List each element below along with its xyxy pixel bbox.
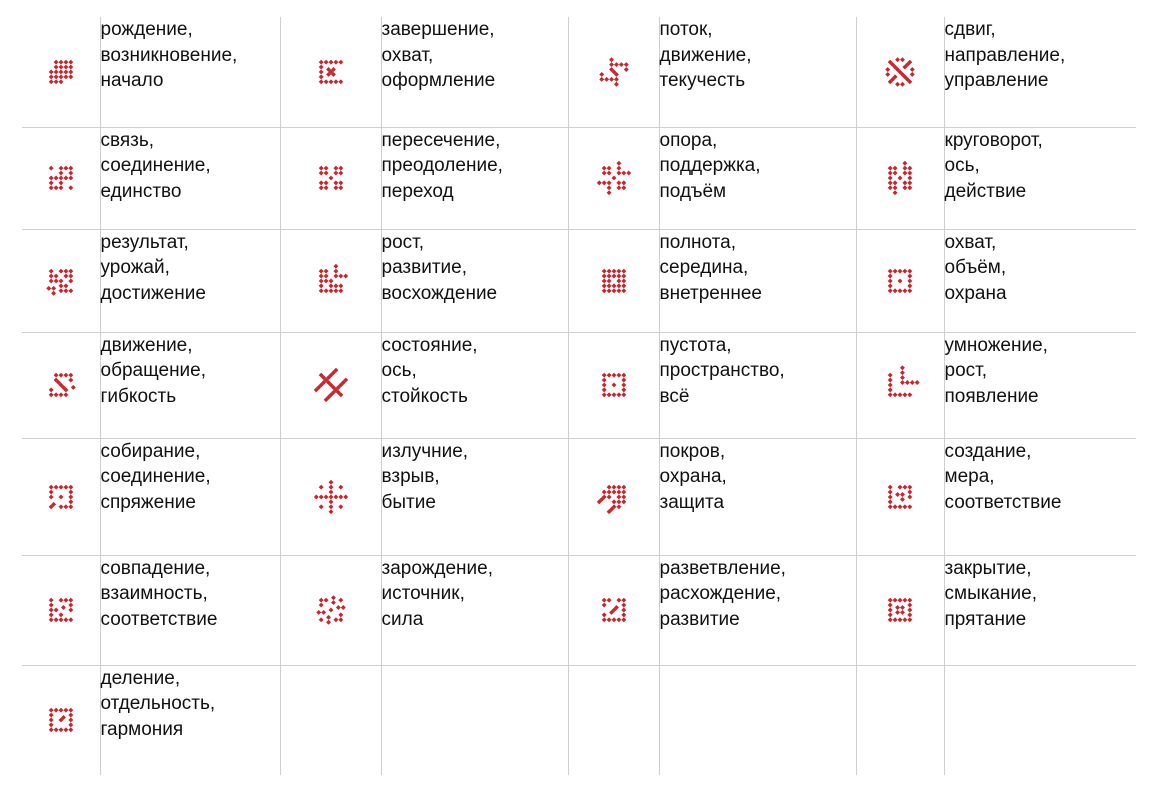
- symbol-cell: [22, 665, 100, 775]
- meaning-line: движение,: [659, 44, 752, 66]
- meaning-cell: [659, 438, 856, 555]
- meaning-cell: [381, 127, 568, 229]
- meaning-cell: [100, 17, 280, 127]
- meaning-line: направление,: [944, 44, 1066, 66]
- meaning-line: связь,: [100, 129, 155, 151]
- ornament-origin-icon: [309, 588, 353, 632]
- meaning-line: охват,: [381, 44, 434, 66]
- ornament-motion-icon: [39, 363, 83, 407]
- meaning-line: источник,: [381, 583, 465, 604]
- meaning-line: ось,: [381, 360, 417, 381]
- meaning-line: внетреннее: [659, 282, 762, 304]
- meaning-line: развитие,: [381, 257, 467, 278]
- meaning-line: мера,: [944, 466, 995, 487]
- meaning-line: расхождение,: [659, 583, 782, 604]
- meaning-line: взрыв,: [381, 466, 440, 487]
- meaning-line: закрытие,: [944, 557, 1032, 579]
- meaning-line: текучесть: [659, 70, 746, 91]
- ornament-radiation-icon: [309, 475, 353, 519]
- meaning-cell: [944, 229, 1136, 332]
- meaning-line: появление: [944, 385, 1039, 407]
- meaning-line: действие: [944, 180, 1027, 202]
- meaning-line: обращение,: [100, 360, 207, 381]
- meaning-cell: [659, 665, 856, 775]
- meaning-cell: [944, 332, 1136, 438]
- table-row: [22, 332, 1136, 438]
- meaning-line: умножение,: [944, 334, 1048, 356]
- meaning-line: пространство,: [659, 360, 785, 381]
- meaning-line: излучние,: [381, 440, 469, 462]
- symbol-cell: [568, 438, 659, 555]
- symbol-cell: [280, 332, 381, 438]
- meaning-line: рождение,: [100, 19, 193, 40]
- meaning-line: движение,: [100, 334, 193, 356]
- meaning-line: совпадение,: [100, 557, 211, 579]
- meaning-line: взаимность,: [100, 583, 208, 604]
- meaning-line: защита: [659, 491, 725, 513]
- symbol-cell: [22, 127, 100, 229]
- table-row: [22, 229, 1136, 332]
- meaning-line: охват,: [944, 231, 997, 253]
- ornament-void-icon: [592, 363, 636, 407]
- meaning-line: рост,: [381, 231, 425, 253]
- meaning-line: ось,: [944, 155, 980, 176]
- meaning-line: начало: [100, 70, 164, 91]
- meaning-line: пустота,: [659, 334, 732, 356]
- meaning-line: управление: [944, 70, 1049, 91]
- ornament-division-icon: [39, 698, 83, 742]
- symbol-cell: [280, 438, 381, 555]
- table-row: [22, 127, 1136, 229]
- ornament-result-icon: [39, 259, 83, 303]
- meaning-line: восхождение: [381, 282, 498, 304]
- meaning-line: соответствие: [100, 608, 218, 630]
- meaning-line: соответствие: [944, 491, 1062, 513]
- meaning-cell: [381, 665, 568, 775]
- symbol-cell: [568, 229, 659, 332]
- meaning-line: поток,: [659, 19, 713, 40]
- meaning-cell: [381, 332, 568, 438]
- symbol-cell: [280, 229, 381, 332]
- meaning-cell: [944, 438, 1136, 555]
- symbol-cell: [856, 332, 944, 438]
- ornament-fullness-icon: [592, 259, 636, 303]
- meaning-cell: [659, 229, 856, 332]
- meaning-line: соединение,: [100, 155, 211, 176]
- symbol-cell: [22, 555, 100, 665]
- meaning-line: достижение: [100, 282, 206, 304]
- symbol-cell: [856, 555, 944, 665]
- meaning-line: деление,: [100, 667, 181, 689]
- meaning-line: собирание,: [100, 440, 201, 462]
- meaning-line: всё: [659, 385, 690, 407]
- ornament-crossing-icon: [309, 156, 353, 200]
- ornament-branching-icon: [592, 588, 636, 632]
- symbol-grid: [22, 17, 1136, 775]
- meaning-line: полнота,: [659, 231, 737, 253]
- meaning-cell: [100, 332, 280, 438]
- ornament-growth-icon: [309, 259, 353, 303]
- meaning-line: результат,: [100, 231, 189, 253]
- symbol-cell: [568, 555, 659, 665]
- ornament-completion-icon: [309, 50, 353, 94]
- meaning-cell: [659, 332, 856, 438]
- ornament-support-icon: [592, 156, 636, 200]
- meaning-line: гармония: [100, 718, 184, 740]
- meaning-line: завершение,: [381, 19, 495, 40]
- ornament-cover-icon: [592, 475, 636, 519]
- meaning-cell: [659, 555, 856, 665]
- meaning-line: гибкость: [100, 385, 177, 407]
- meaning-line: отдельность,: [100, 693, 216, 714]
- symbol-cell: [568, 332, 659, 438]
- ornament-coverage-icon: [878, 259, 922, 303]
- meaning-line: развитие: [659, 608, 740, 630]
- symbol-table: [22, 17, 1136, 775]
- meaning-cell: [659, 127, 856, 229]
- symbol-cell: [280, 665, 381, 775]
- meaning-cell: [381, 17, 568, 127]
- meaning-cell: [100, 438, 280, 555]
- ornament-shift-icon: [878, 50, 922, 94]
- meaning-line: подъём: [659, 180, 727, 202]
- symbol-cell: [568, 665, 659, 775]
- ornament-connection-icon: [39, 156, 83, 200]
- meaning-line: сдвиг,: [944, 19, 996, 40]
- meaning-cell: [381, 438, 568, 555]
- symbol-cell: [856, 17, 944, 127]
- meaning-cell: [100, 229, 280, 332]
- meaning-line: прятание: [944, 608, 1027, 630]
- ornament-cycle-icon: [878, 156, 922, 200]
- meaning-cell: [944, 555, 1136, 665]
- symbol-cell: [22, 332, 100, 438]
- meaning-line: смыкание,: [944, 583, 1037, 604]
- meaning-line: переход: [381, 180, 454, 202]
- meaning-cell: [100, 665, 280, 775]
- meaning-line: преодоление,: [381, 155, 503, 176]
- ornament-closing-icon: [878, 588, 922, 632]
- symbol-cell: [856, 438, 944, 555]
- ornament-flow-icon: [592, 50, 636, 94]
- meaning-line: возникновение,: [100, 44, 238, 66]
- meaning-line: объём,: [944, 257, 1007, 278]
- meaning-cell: [944, 127, 1136, 229]
- meaning-line: опора,: [659, 129, 718, 151]
- ornament-birth-icon: [39, 50, 83, 94]
- meaning-line: зарождение,: [381, 557, 494, 579]
- meaning-cell: [944, 665, 1136, 775]
- symbol-cell: [856, 229, 944, 332]
- symbol-cell: [22, 438, 100, 555]
- table-row: [22, 438, 1136, 555]
- table-row: [22, 665, 1136, 775]
- meaning-line: круговорот,: [944, 129, 1043, 151]
- meaning-line: середина,: [659, 257, 749, 278]
- symbol-cell: [856, 127, 944, 229]
- symbol-cell: [280, 17, 381, 127]
- meaning-cell: [381, 229, 568, 332]
- meaning-line: сила: [381, 608, 424, 630]
- meaning-line: соединение,: [100, 466, 211, 487]
- symbol-cell: [280, 127, 381, 229]
- meaning-line: разветвление,: [659, 557, 786, 579]
- meaning-line: состояние,: [381, 334, 478, 356]
- meaning-cell: [100, 127, 280, 229]
- meaning-line: оформление: [381, 70, 496, 91]
- meaning-line: бытие: [381, 491, 436, 513]
- meaning-cell: [659, 17, 856, 127]
- symbol-cell: [22, 229, 100, 332]
- ornament-state-icon: [309, 363, 353, 407]
- symbol-cell: [856, 665, 944, 775]
- symbol-cell: [22, 17, 100, 127]
- table-row: [22, 17, 1136, 127]
- ornament-creation-icon: [878, 475, 922, 519]
- ornament-multiplication-icon: [878, 363, 922, 407]
- meaning-line: создание,: [944, 440, 1032, 462]
- meaning-line: спряжение: [100, 491, 196, 513]
- meaning-line: рост,: [944, 360, 988, 381]
- meaning-line: стойкость: [381, 385, 468, 407]
- meaning-line: пересечение,: [381, 129, 501, 151]
- table-row: [22, 555, 1136, 665]
- symbol-cell: [568, 127, 659, 229]
- meaning-line: охрана,: [659, 466, 727, 487]
- meaning-line: покров,: [659, 440, 726, 462]
- meaning-cell: [100, 555, 280, 665]
- meaning-line: охрана: [944, 282, 1007, 304]
- meaning-line: урожай,: [100, 257, 170, 278]
- meaning-line: единство: [100, 180, 182, 202]
- meaning-line: поддержка,: [659, 155, 761, 176]
- symbol-cell: [280, 555, 381, 665]
- ornament-coincidence-icon: [39, 588, 83, 632]
- ornament-gathering-icon: [39, 475, 83, 519]
- meaning-cell: [381, 555, 568, 665]
- symbol-cell: [568, 17, 659, 127]
- meaning-cell: [944, 17, 1136, 127]
